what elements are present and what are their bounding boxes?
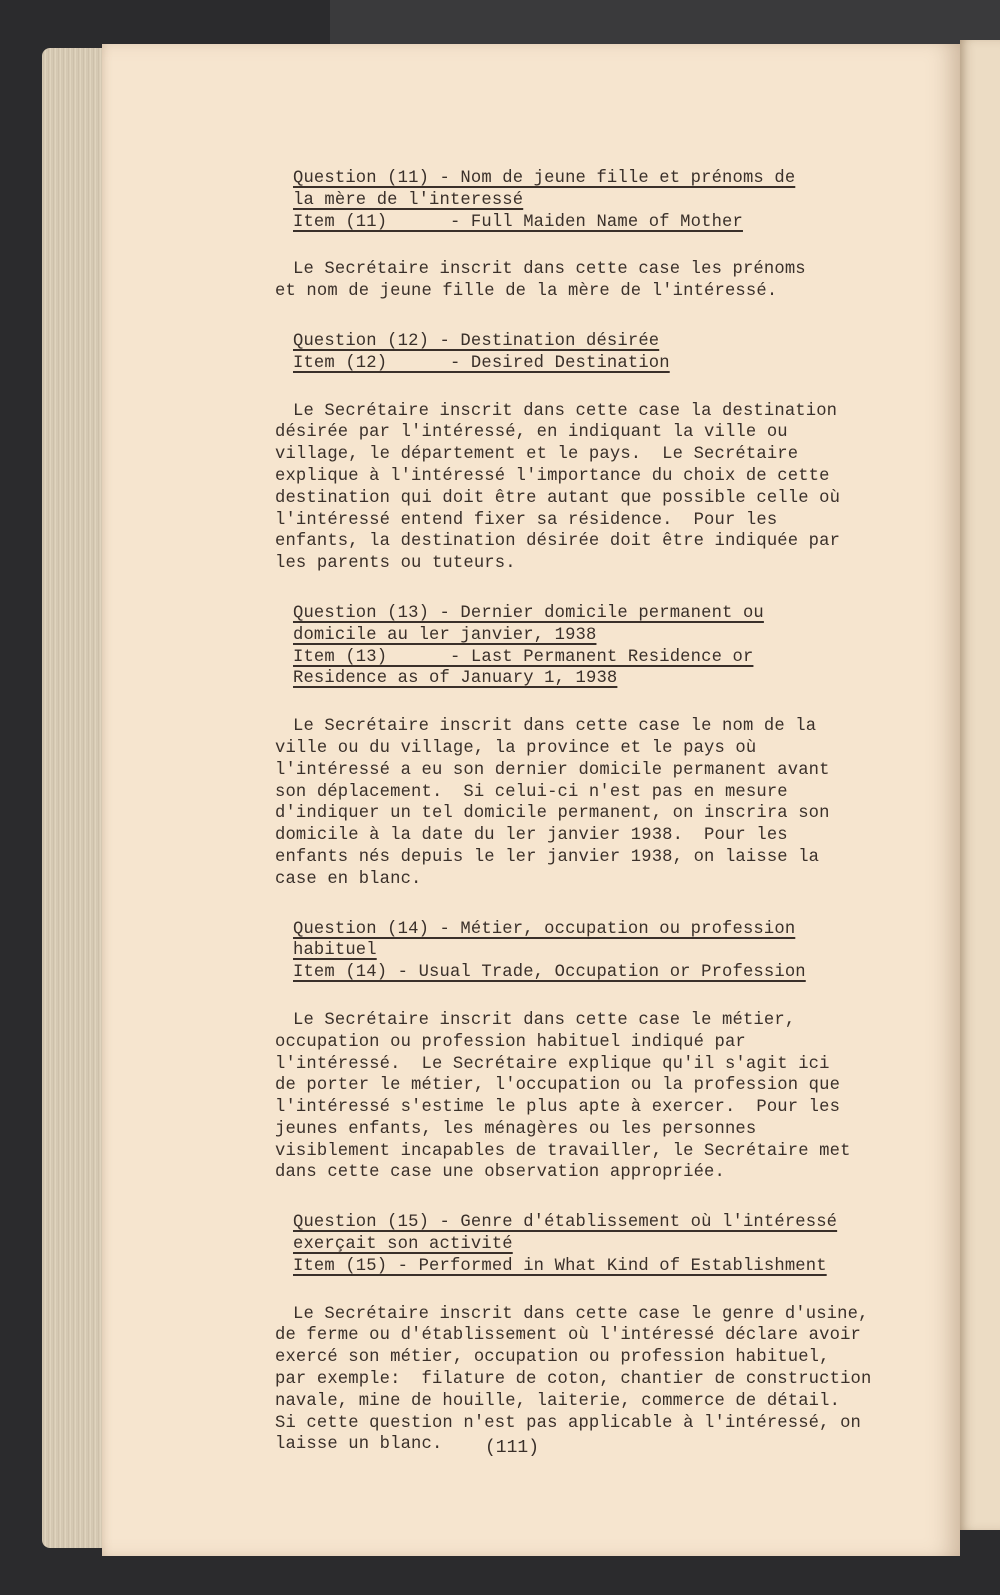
heading-line: Item (14) - Usual Trade, Occupation or Profession <box>293 963 806 983</box>
section-14 <box>275 919 915 1185</box>
paragraph-line: l'intéressé entend fixer sa résidence. Pour les <box>275 510 778 530</box>
next-page-edge <box>960 40 1000 1530</box>
paragraph-line: par exemple: filature de coton, chantier de construction <box>275 1370 872 1390</box>
paragraph-line: explique à l'intéressé l'importance du choix de cette <box>275 466 830 486</box>
background-top <box>330 0 1000 45</box>
heading-line: Question (12) - Destination désirée <box>293 331 660 351</box>
section-heading <box>293 603 915 690</box>
paragraph-line: case en blanc. <box>275 869 422 889</box>
section-paragraph <box>275 401 915 575</box>
paragraph-line: les parents ou tuteurs. <box>275 554 516 574</box>
heading-line: Question (11) - Nom de jeune fille et prénoms de <box>293 169 796 188</box>
paragraph-line: l'intéressé s'estime le plus apte à exercer. Pour les <box>275 1098 841 1118</box>
paragraph-line: l'intéressé. Le Secrétaire explique qu'il s'agit ici <box>275 1054 830 1074</box>
paragraph-line: enfants, la destination désirée doit être indiquée par <box>275 532 841 552</box>
heading-line: Question (15) - Genre d'établissement où l'intéressé <box>293 1213 838 1233</box>
heading-line: habituel <box>293 941 377 961</box>
paragraph-line: occupation ou profession habituel indiqué par <box>275 1032 746 1052</box>
heading-line: la mère de l'interessé <box>293 190 524 210</box>
paragraph-line: Le Secrétaire inscrit dans cette case les prénoms <box>293 260 806 280</box>
section-heading <box>293 331 915 375</box>
section-heading <box>293 919 915 984</box>
heading-line: Question (13) - Dernier domicile permanent ou <box>293 603 764 623</box>
paragraph-line: de ferme ou d'établissement où l'intéressé déclare avoir <box>275 1326 861 1346</box>
paragraph-line: Le Secrétaire inscrit dans cette case le genre d'usine, <box>293 1304 869 1324</box>
heading-line: domicile au ler janvier, 1938 <box>293 625 597 645</box>
section-12 <box>275 331 915 575</box>
heading-line: Item (13) - Last Permanent Residence or <box>293 647 754 667</box>
paragraph-line: son déplacement. Si celui-ci n'est pas en mesure <box>275 782 788 802</box>
paragraph-line: Le Secrétaire inscrit dans cette case le nom de la <box>293 717 817 737</box>
paragraph-line: Le Secrétaire inscrit dans cette case la destination <box>293 401 838 421</box>
heading-line: exerçait son activité <box>293 1235 513 1255</box>
section-paragraph <box>275 1304 915 1457</box>
section-heading <box>293 1212 915 1277</box>
heading-line: Residence as of January 1, 1938 <box>293 669 618 689</box>
heading-line: Item (11) - Full Maiden Name of Mother <box>293 212 743 232</box>
paragraph-line: dans cette case une observation appropriée. <box>275 1163 725 1183</box>
paragraph-line: exercé son métier, occupation ou profession habituel, <box>275 1348 830 1368</box>
paragraph-line: désirée par l'intéressé, en indiquant la ville ou <box>275 423 788 443</box>
section-heading <box>293 168 915 233</box>
heading-line: Item (12) - Desired Destination <box>293 353 670 373</box>
paragraph-line: destination qui doit être autant que possible celle où <box>275 488 841 508</box>
paragraph-line: enfants nés depuis le ler janvier 1938, on laisse la <box>275 847 820 867</box>
paragraph-line: ville ou du village, la province et le pays où <box>275 738 757 758</box>
paragraph-line: jeunes enfants, les ménagères ou les personnes <box>275 1119 757 1139</box>
section-15 <box>275 1212 915 1456</box>
page-number: (111) <box>485 1438 540 1458</box>
paragraph-line: domicile à la date du ler janvier 1938. Pour les <box>275 826 788 846</box>
paragraph-line: village, le département et le pays. Le Secrétaire <box>275 445 799 465</box>
section-13 <box>275 603 915 891</box>
section-paragraph <box>275 1010 915 1184</box>
paragraph-line: d'indiquer un tel domicile permanent, on inscrira son <box>275 804 830 824</box>
paragraph-line: l'intéressé a eu son dernier domicile permanent avant <box>275 760 830 780</box>
paragraph-line: laisse un blanc. <box>275 1435 443 1455</box>
section-paragraph <box>275 259 915 303</box>
paragraph-line: visiblement incapables de travailler, le Secrétaire met <box>275 1141 851 1161</box>
section-11 <box>275 168 915 303</box>
document-body <box>275 168 915 1484</box>
paragraph-line: et nom de jeune fille de la mère de l'intéressé. <box>275 282 778 302</box>
section-paragraph <box>275 716 915 890</box>
paragraph-line: navale, mine de houille, laiterie, commerce de détail. <box>275 1391 841 1411</box>
heading-line: Question (14) - Métier, occupation ou profession <box>293 919 796 939</box>
paragraph-line: Le Secrétaire inscrit dans cette case le métier, <box>293 1010 796 1030</box>
heading-line: Item (15) - Performed in What Kind of Establishment <box>293 1256 827 1276</box>
paragraph-line: Si cette question n'est pas applicable à l'intéressé, on <box>275 1413 861 1433</box>
paragraph-line: de porter le métier, l'occupation ou la profession que <box>275 1076 841 1096</box>
